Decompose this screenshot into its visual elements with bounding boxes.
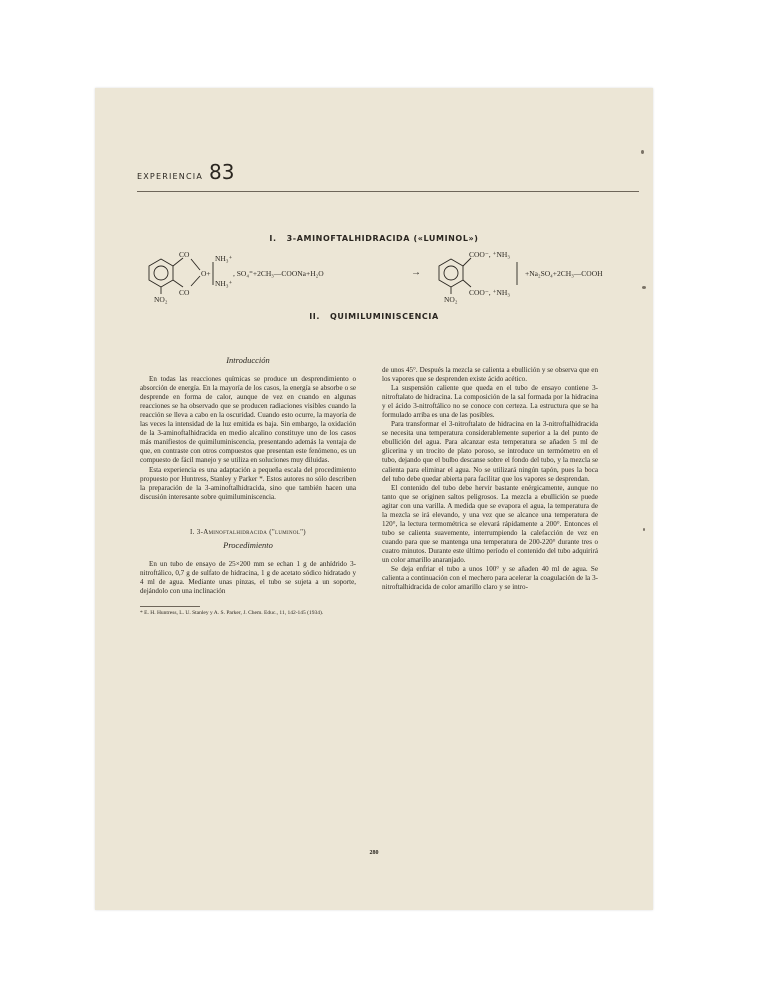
book-page bbox=[95, 88, 653, 910]
intro-heading: Introducción bbox=[226, 355, 270, 365]
experiment-number: 83 bbox=[209, 160, 235, 184]
left-ring-inner-circle bbox=[154, 266, 168, 280]
section-title: I. 3-Aminoftalhidracida ("luminol") bbox=[190, 527, 306, 536]
right-ring-inner-circle bbox=[444, 266, 458, 280]
no2-left-label: NO₂ bbox=[154, 295, 168, 304]
part2-title bbox=[95, 312, 653, 321]
intro-paragraph-1: En todas las reacciones químicas se produce un desprendimiento o absorción de energía. En la mayoría de los casos, la energía se absorbe o se desprende en forma de calor, aunque de vez en cuando en algunas reacciones se ha observado que se producen radiaciones visibles cuando la reacción se lleva a cabo en la oscuridad. Cuando esto ocurre, la mayoría de las veces la intensidad de la luz emitida es baja. Sin embargo, la oxidación de la 3-aminoftalhidracida en medio alcalino constituye uno de los casos más manifiestos de quimiluminiscencia, presentando además la ventaja de que, en contraste con otros compuestos que presentan este fenómeno, es un compuesto de fácil manejo y se utiliza en soluciones muy diluidas. bbox=[140, 375, 356, 465]
nh3-bottom-label: NH₃⁺ bbox=[215, 279, 233, 288]
scan-speck bbox=[641, 150, 644, 154]
right-paragraph-2: La suspensión caliente que queda en el tubo de ensayo contiene 3-nitroftalato de hidracina. La composición de la sal formada por la hidracina y el ácido 3-nitroftálico no se conoce con certeza. La estructura que se ha formulado arriba es una de las posibles. bbox=[382, 384, 598, 420]
scan-speck bbox=[643, 528, 645, 531]
footnote: * E. H. Huntress, L. U. Stanley y A. S. Parker, J. Chem. Educ., 11, 142-145 (1934). bbox=[140, 609, 324, 616]
scan-speck bbox=[642, 286, 646, 289]
left-column bbox=[140, 356, 356, 617]
coo-bottom-label: COO⁻, ⁺NH₃ bbox=[469, 288, 510, 297]
part2-title-text: QUIMILUMINISCENCIA bbox=[330, 312, 439, 321]
part1-title-text: 3-AMINOFTALHIDRACIDA («LUMINOL») bbox=[286, 234, 479, 243]
nh3-top-label: NH₃⁺ bbox=[215, 254, 233, 263]
benzene-rings-drawing bbox=[139, 250, 639, 306]
co-bottom-label: CO bbox=[179, 288, 190, 297]
part1-title bbox=[95, 234, 653, 243]
procedure-heading: Procedimiento bbox=[223, 539, 273, 550]
right-paragraph-4: El contenido del tubo debe hervir bastante enérgicamente, aunque no tanto que se originen saltos peligrosos. La mezcla a ebullición se puede agitar con una varilla. A medida que se evapora el agua, la temperatura de la mezcla se irá elevando, y una vez que se alcance una temperatura de 120°, la lectura termométrica se elevará rápidamente a 200°. Entonces el tubo se calienta suavemente, interrumpiendo la calefacción de vez en cuando para que se mantenga una temperatura de 200-220° durante tres o cuatro minutos. Durante este último período el contenido del tubo adquirirá un color amarillo anaranjado. bbox=[382, 483, 598, 564]
reaction-arrow: → bbox=[411, 267, 421, 278]
no2-right-label: NO₂ bbox=[444, 295, 458, 304]
intro-paragraph-2: Esta experiencia es una adaptación a pequeña escala del procedimiento propuesto por Huntress, Stanley y Parker *. Estos autores no sólo describen la preparación de la 3-aminoftalhidracida, sino que también hacen una discusión interesante sobre quimiluminiscencia. bbox=[140, 465, 356, 501]
right-paragraph-1: de unos 45°. Después la mezcla se calienta a ebullición y se observa que en los vapores que se desprenden existe ácido acético. bbox=[382, 366, 598, 384]
reaction-equation bbox=[139, 250, 639, 306]
part2-numeral: II. bbox=[309, 312, 321, 321]
part1-numeral: I. bbox=[269, 234, 277, 243]
footnote-rule bbox=[140, 606, 200, 607]
reagents-text: , SO₄⁼+2CH₃—COONa+H₂O bbox=[233, 269, 324, 278]
right-column bbox=[382, 366, 598, 592]
right-paragraph-5: Se deja enfriar el tubo a unos 100° y se añaden 40 ml de agua. Se calienta a continuación con el mechero para acelerar la coagulación de la 3-nitroftalhidracida de color amarillo claro y se intro- bbox=[382, 565, 598, 592]
experiment-label: EXPERIENCIA bbox=[137, 172, 203, 181]
right-paragraph-3: Para transformar el 3-nitroftalato de hidracina en la 3-nitroftalhidracida se necesita una temperatura considerablemente superior a la del punto de ebullición del agua. Para alcanzar esta temperatura se añaden 5 ml de glicerina y un trocito de plato poroso, se introduce un termómetro en el tubo, dejando que el bulbo descanse sobre el fondo del tubo, y la mezcla se calienta para eliminar el agua. No se utilizará ningún tapón, pues la boca del tubo debe quedar abierta para facilitar que los vapores se desprendan. bbox=[382, 420, 598, 483]
o-plus-label: O+ bbox=[201, 269, 211, 278]
procedure-paragraph-1: En un tubo de ensayo de 25×200 mm se echan 1 g de anhídrido 3-nitroftálico, 0,7 g de sulfato de hidracina, 1 g de acetato sódico hidratado y 4 ml de agua. Mediante unas pinzas, el tubo se sujeta a un soporte, dejándolo con una inclinación bbox=[140, 559, 356, 595]
experiment-header bbox=[137, 160, 234, 184]
right-benzene-ring bbox=[439, 259, 463, 287]
products-text: +Na₂SO₄+2CH₃—COOH bbox=[525, 269, 603, 278]
page-number: 280 bbox=[369, 850, 379, 856]
coo-top-label: COO⁻, ⁺NH₃ bbox=[469, 250, 510, 259]
left-benzene-ring bbox=[149, 259, 173, 287]
header-rule bbox=[137, 191, 639, 192]
co-top-label: CO bbox=[179, 250, 190, 259]
